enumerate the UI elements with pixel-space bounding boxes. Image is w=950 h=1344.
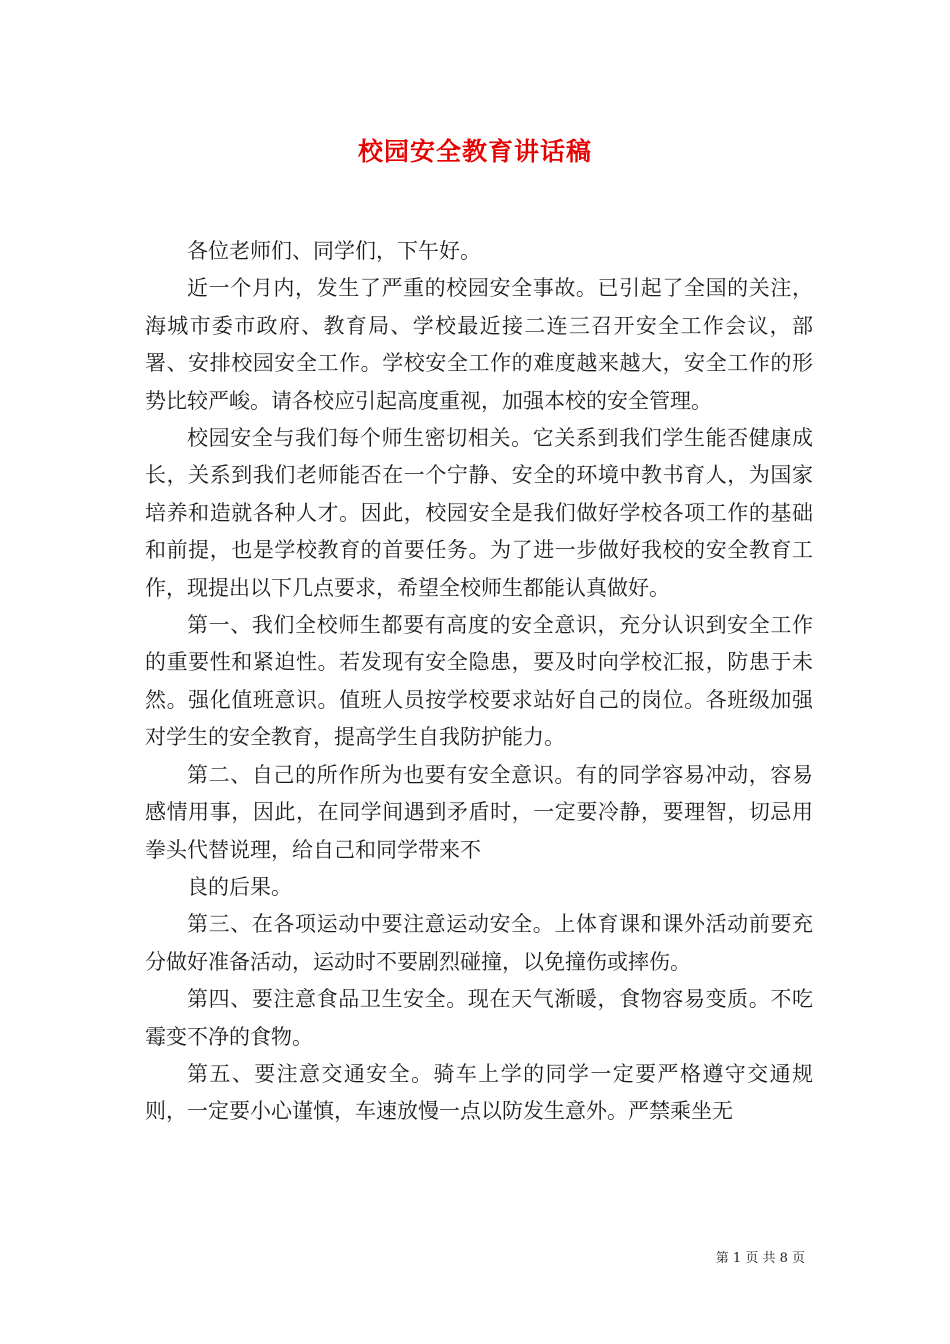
page-number-footer: 第 1 页 共 8 页 — [715, 1251, 805, 1266]
paragraph-importance: 校园安全与我们每个师生密切相关。它关系到我们学生能否健康成长，关系到我们老师能否在一个宁静、安全的环境中教书育人，为国家培养和造就各种人才。因此，校园安全是我们做好学校各项工作的基础和前提，也是学校教育的首要任务。为了进一步做好我校的安全教育工作，现提出以下几点要求，希望全校师生都能认真做好。 — [145, 426, 813, 600]
paragraph-point-2: 第二、自己的所作所为也要有安全意识。有的同学容易冲动，容易感情用事，因此，在同学间遇到矛盾时，一定要冷静，要理智，切忌用拳头代替说理，给自己和同学带来不 — [145, 762, 813, 862]
paragraph-point-3: 第三、在各项运动中要注意运动安全。上体育课和课外活动前要充分做好准备活动，运动时不要剧烈碰撞，以免撞伤或摔伤。 — [145, 912, 813, 974]
paragraph-point-1: 第一、我们全校师生都要有高度的安全意识，充分认识到安全工作的重要性和紧迫性。若发现有安全隐患，要及时向学校汇报，防患于未然。强化值班意识。值班人员按学校要求站好自己的岗位。各班级加强对学生的安全教育，提高学生自我防护能力。 — [145, 613, 813, 750]
paragraph-point-4: 第四、要注意食品卫生安全。现在天气渐暖，食物容易变质。不吃霉变不净的食物。 — [145, 987, 813, 1049]
document-title: 校园安全教育讲话稿 — [357, 137, 592, 166]
paragraph-point-2-continued: 良的后果。 — [187, 874, 292, 899]
paragraph-point-5: 第五、要注意交通安全。骑车上学的同学一定要严格遵守交通规则，一定要小心谨慎，车速放慢一点以防发生意外。严禁乘坐无 — [145, 1061, 813, 1124]
paragraph-intro: 近一个月内，发生了严重的校园安全事故。已引起了全国的关注，海城市委市政府、教育局、学校最近接二连三召开安全工作会议，部署、安排校园安全工作。学校安全工作的难度越来越大，安全工作的形势比较严峻。请各校应引起高度重视，加强本校的安全管理。 — [145, 276, 813, 413]
document-body — [145, 233, 813, 1131]
paragraph-greeting: 各位老师们、同学们，下午好。 — [187, 239, 481, 263]
